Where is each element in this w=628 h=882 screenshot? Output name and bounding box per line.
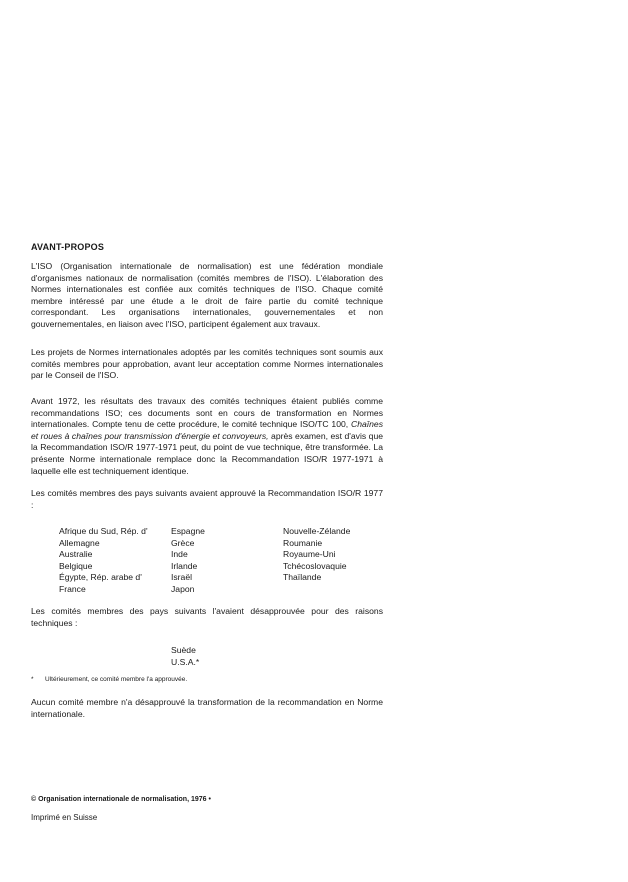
country-item: Nouvelle-Zélande: [283, 526, 351, 536]
footnote: [31, 675, 187, 684]
country-item: Espagne: [171, 526, 205, 536]
printed-in: Imprimé en Suisse: [31, 813, 98, 822]
country-item: Tchécoslovaquie: [283, 560, 347, 571]
country-item: Australie: [59, 549, 93, 560]
section-heading: AVANT-PROPOS: [31, 242, 105, 252]
footnote-marker: *: [31, 676, 34, 683]
country-column-1: [59, 526, 148, 596]
footnote-text: Ultérieurement, ce comité membre l'a approuvée.: [45, 676, 188, 683]
country-column-3: [283, 526, 350, 584]
country-item: Grèce: [171, 537, 195, 548]
country-item: Égypte, Rép. arabe d': [59, 572, 142, 583]
country-item: Roumanie: [283, 537, 323, 548]
paragraph-conclusion: Aucun comité membre n'a désapprouvé la transformation de la recommandation en Norme internationale.: [31, 697, 383, 719]
country-item: Afrique du Sud, Rép. d': [59, 526, 148, 536]
country-item: Inde: [171, 549, 188, 560]
country-item: Suède: [171, 645, 196, 655]
country-item: Israël: [171, 572, 193, 583]
country-item: Royaume-Uni: [283, 549, 336, 560]
paragraph-draft-approval: Les projets de Normes internationales adoptés par les comités techniques sont soumis aux comités membres pour approbation, avant leur acceptation comme Normes internationales par le Conseil de l'ISO.: [31, 347, 383, 381]
country-column-2: [171, 526, 205, 596]
paragraph-history-part1: Avant 1972, les résultats des travaux des comités techniques étaient publiés comme recommandations ISO; ces documents sont en cours de transformation en Normes internationales. Compte tenu de cette procédure, le comité technique ISO/TC 100,: [31, 396, 383, 430]
disapproving-countries-list: [171, 645, 199, 668]
committee-title: Chaînes et roues à chaînes pour transmission d'énergie et convoyeurs,: [31, 419, 384, 441]
country-item: France: [59, 583, 86, 594]
country-item: Thaïlande: [283, 572, 322, 583]
country-item: Belgique: [59, 560, 93, 571]
paragraph-history-part2: après examen, est d'avis que la Recommandation ISO/R 1977-1971 peut, du point de vue technique, être transformée. La présente Norme internationale remplace donc la Recommandation ISO/R 1977-1971 à laquelle elle est techniquement identique.: [31, 430, 383, 476]
paragraph-history: [31, 396, 383, 477]
country-item: Irlande: [171, 560, 198, 571]
paragraph-iso-intro: L'ISO (Organisation internationale de normalisation) est une fédération mondiale d'organismes nationaux de normalisation (comités membres de l'ISO). L'élaboration des Normes internationales est confiée aux comités techniques de l'ISO. Chaque comité membre intéressé par une étude a le droit de faire partie du comité technique correspondant. Les organisations internationales, gouvernementales et non gouvernementales, en liaison avec l'ISO, participent également aux travaux.: [31, 261, 383, 329]
country-item: Japon: [171, 583, 195, 594]
country-item: Allemagne: [59, 537, 100, 548]
paragraph-disapprovers-intro: Les comités membres des pays suivants l'avaient désapprouvée pour des raisons techniques :: [31, 606, 383, 628]
country-item: U.S.A.*: [171, 656, 200, 667]
copyright-notice: © Organisation internationale de normalisation, 1976 •: [31, 796, 211, 803]
paragraph-approvers-intro: Les comités membres des pays suivants avaient approuvé la Recommandation ISO/R 1977 :: [31, 488, 383, 510]
